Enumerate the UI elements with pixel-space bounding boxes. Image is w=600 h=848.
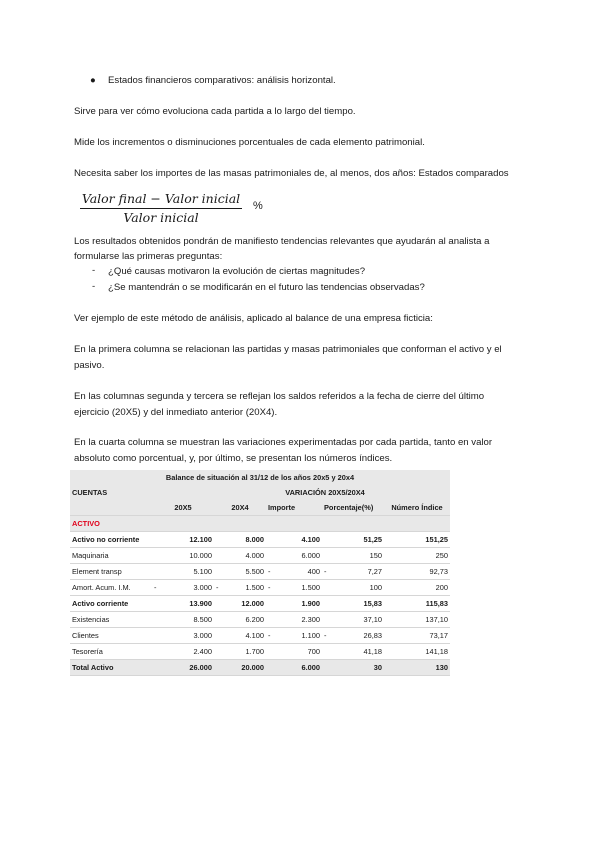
row-label [70,564,152,580]
bullet-dot: ● [90,75,96,86]
cell-20x4 [214,628,266,644]
row-label-value: Activo corriente [72,599,129,608]
paragraph-1: Sirve para ver cómo evoluciona cada partida a lo largo del tiempo. [74,106,356,117]
cell-indice-value: 151,25 [425,535,448,544]
cell-porcentaje [322,628,384,644]
question-2: ¿Se mantendrán o se modificarán en el futuro las tendencias observadas? [108,282,425,293]
row-label [70,596,152,612]
cell-20x4-value: 4.100 [245,631,264,640]
cell-indice [384,660,450,676]
cell-porcentaje-value: 100 [369,583,382,592]
formula-denominator: Valor inicial [123,210,199,225]
cell-20x5-value: 8.500 [193,615,212,624]
cell-20x5 [152,660,214,676]
table-row [70,644,450,660]
table-row [70,564,450,580]
formula [80,191,280,225]
cell-20x4-value: 20.000 [241,663,264,672]
cell-20x5 [152,532,214,548]
cell-porcentaje [322,532,384,548]
table-row [70,660,450,676]
cell-porcentaje-value: 51,25 [363,535,382,544]
cell-porcentaje [322,580,384,596]
cell-20x5-value: 2.400 [193,647,212,656]
cell-importe [266,564,322,580]
row-label [70,580,152,596]
cell-indice [384,548,450,564]
row-label [70,548,152,564]
cell-20x4-value: 5.500 [245,567,264,576]
cell-importe [266,612,322,628]
cell-importe [266,580,322,596]
header-20x4: 20X4 [214,500,266,516]
cell-20x4-value: 12.000 [241,599,264,608]
cell-importe-value: 1.900 [301,599,320,608]
row-label-value: Existencias [72,615,110,624]
negative-sign: - [268,583,271,592]
bullet-item-text: Estados financieros comparativos: análisis horizontal. [108,75,336,86]
cell-20x5-value: 5.100 [193,567,212,576]
cell-porcentaje-value: 26,83 [363,631,382,640]
cell-20x5-value: 12.100 [189,535,212,544]
cell-indice [384,564,450,580]
formula-numerator: Valor final − Valor inicial [81,191,241,206]
paragraph-4-line-2: formularse las primeras preguntas: [74,251,223,262]
cell-indice [384,532,450,548]
balance-table [70,470,450,676]
cell-porcentaje [322,660,384,676]
paragraph-6-line-2: pasivo. [74,360,105,371]
row-label-value: Activo no corriente [72,535,140,544]
negative-sign: - [154,583,157,592]
cell-indice-value: 137,10 [425,615,448,624]
cell-indice [384,628,450,644]
cell-porcentaje-value: 41,18 [363,647,382,656]
row-label-value: Maquinaria [72,551,109,560]
cell-20x4 [214,644,266,660]
cell-indice [384,580,450,596]
cell-porcentaje [322,644,384,660]
cell-20x5-value: 3.000 [193,631,212,640]
cell-indice-value: 200 [435,583,448,592]
cell-20x5 [152,612,214,628]
cell-20x5-value: 13.900 [189,599,212,608]
cell-porcentaje [322,564,384,580]
cell-porcentaje [322,612,384,628]
paragraph-7-line-1: En las columnas segunda y tercera se reflejan los saldos referidos a la fecha de cierre del último [74,391,485,402]
cell-20x4-value: 1.500 [245,583,264,592]
paragraph-6-line-1: En la primera columna se relacionan las partidas y masas patrimoniales que conforman el activo y el [74,344,502,355]
cell-porcentaje-value: 150 [369,551,382,560]
header-porcentaje: Porcentaje(%) [322,500,384,516]
row-label-value: Total Activo [72,663,114,672]
cell-importe-value: 1.100 [301,631,320,640]
cell-20x5 [152,580,214,596]
cell-20x4 [214,532,266,548]
cell-importe [266,532,322,548]
paragraph-8-line-1: En la cuarta columna se muestran las variaciones experimentadas por cada partida, tanto en valor [74,437,493,448]
cell-importe-value: 1.500 [301,583,320,592]
row-label-value: Tesorería [72,647,103,656]
table-row [70,548,450,564]
table-row [70,532,450,548]
cell-importe [266,628,322,644]
negative-sign: - [324,567,327,576]
cell-porcentaje-value: 37,10 [363,615,382,624]
row-label [70,644,152,660]
cell-importe-value: 2.300 [301,615,320,624]
cell-importe-value: 6.000 [301,551,320,560]
paragraph-7-line-2: ejercicio (20X5) y del inmediato anterior (20X4). [74,407,278,418]
negative-sign: - [216,583,219,592]
cell-indice-value: 250 [435,551,448,560]
table-row [70,580,450,596]
cell-importe [266,548,322,564]
cell-porcentaje-value: 15,83 [363,599,382,608]
row-label [70,660,152,676]
dash-1: - [92,265,96,276]
cell-importe-value: 6.000 [301,663,320,672]
row-label [70,532,152,548]
negative-sign: - [324,631,327,640]
row-label [70,628,152,644]
header-20x5: 20X5 [152,500,214,516]
cell-20x4 [214,612,266,628]
cell-indice-value: 115,83 [425,599,448,608]
negative-sign: - [268,567,271,576]
cell-20x5 [152,548,214,564]
cell-20x4 [214,548,266,564]
cell-20x4 [214,580,266,596]
formula-percent: % [253,200,263,212]
paragraph-3: Necesita saber los importes de las masas patrimoniales de, al menos, dos años: Estados comparados [74,168,509,179]
question-1: ¿Qué causas motivaron la evolución de ciertas magnitudes? [108,266,366,277]
table-row [70,628,450,644]
cell-importe-value: 700 [307,647,320,656]
cell-indice [384,596,450,612]
section-activo: ACTIVO [70,516,152,532]
cell-porcentaje-value: 7,27 [367,567,382,576]
cell-20x5-value: 10.000 [189,551,212,560]
cell-20x4 [214,660,266,676]
cell-20x5-value: 26.000 [189,663,212,672]
cell-indice-value: 92,73 [429,567,448,576]
paragraph-4-line-1: Los resultados obtenidos pondrán de manifiesto tendencias relevantes que ayudarán al analista a [74,236,490,247]
table-row [70,596,450,612]
paragraph-2: Mide los incrementos o disminuciones porcentuales de cada elemento patrimonial. [74,137,425,148]
cell-20x4-value: 8.000 [245,535,264,544]
cell-20x4-value: 1.700 [245,647,264,656]
cell-20x4-value: 4.000 [245,551,264,560]
cell-20x4 [214,596,266,612]
cell-importe-value: 4.100 [301,535,320,544]
header-cuentas: CUENTAS [70,485,152,500]
cell-importe-value: 400 [307,567,320,576]
cell-20x4 [214,564,266,580]
cell-20x5 [152,644,214,660]
cell-20x5 [152,596,214,612]
cell-porcentaje-value: 30 [373,663,382,672]
cell-20x5 [152,564,214,580]
paragraph-5: Ver ejemplo de este método de análisis, aplicado al balance de una empresa ficticia: [74,313,433,324]
row-label-value: Amort. Acum. I.M. [72,583,131,592]
cell-porcentaje [322,548,384,564]
cell-importe [266,644,322,660]
table-row [70,612,450,628]
cell-importe [266,596,322,612]
header-importe: Importe [266,500,322,516]
fraction-bar [80,208,242,209]
row-label [70,612,152,628]
cell-porcentaje [322,596,384,612]
cell-indice [384,612,450,628]
header-variacion: VARIACIÓN 20X5/20X4 [266,485,384,500]
paragraph-8-line-2: absoluto como porcentual, y, por último, se presentan los números índices. [74,453,393,464]
row-label-value: Element transp [72,567,122,576]
dash-2: - [92,281,96,292]
row-label-value: Clientes [72,631,99,640]
cell-indice [384,644,450,660]
negative-sign: - [268,631,271,640]
cell-20x5-value: 3.000 [193,583,212,592]
cell-20x4-value: 6.200 [245,615,264,624]
cell-20x5 [152,628,214,644]
header-indice: Número Índice [384,500,450,516]
cell-importe [266,660,322,676]
cell-indice-value: 141,18 [425,647,448,656]
cell-indice-value: 73,17 [429,631,448,640]
table-title: Balance de situación al 31/12 de los años 20x5 y 20x4 [70,470,450,485]
cell-indice-value: 130 [435,663,448,672]
